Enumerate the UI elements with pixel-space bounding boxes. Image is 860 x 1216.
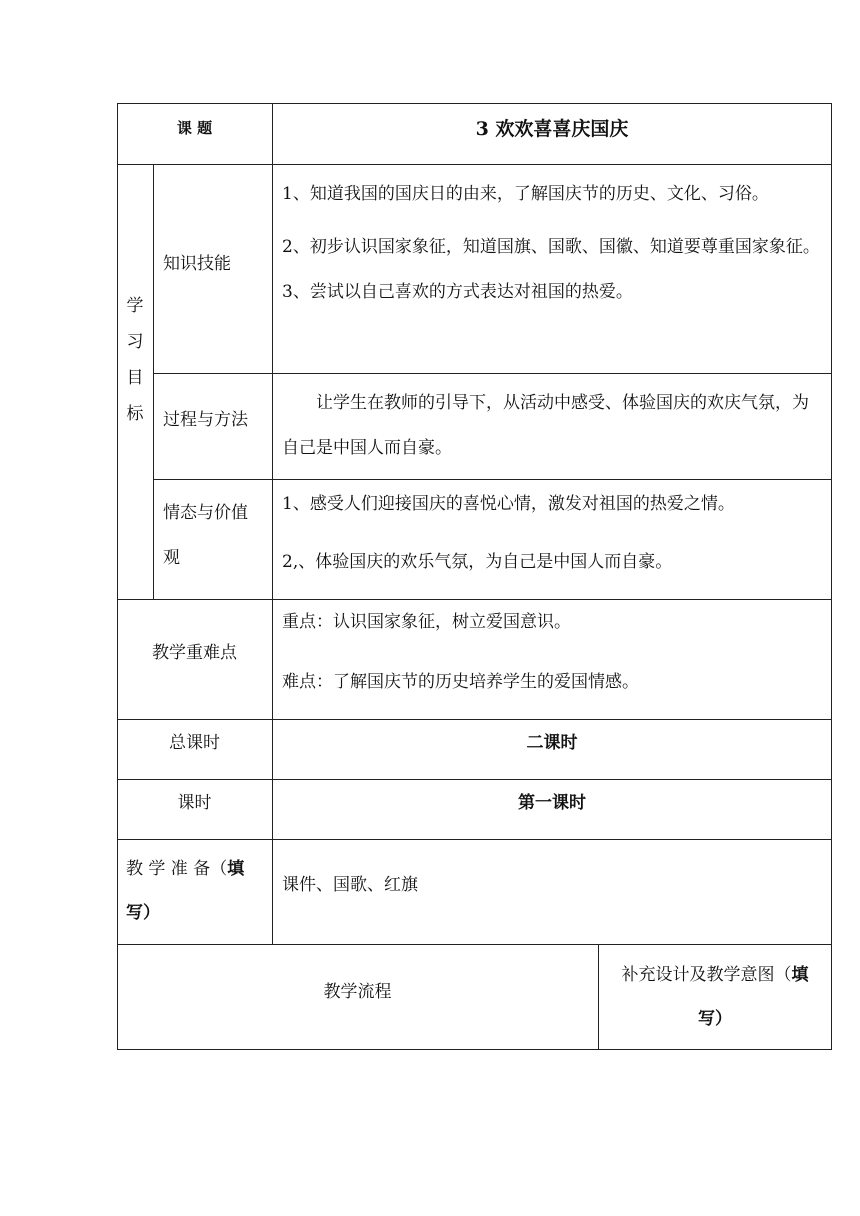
emotion-point-1: 1、感受人们迎接国庆的喜悦心情，激发对祖国的热爱之情。	[282, 494, 735, 514]
emotion-content	[282, 488, 825, 578]
process-content: 让学生在教师的引导下，从活动中感受、体验国庆的欢庆气氛，为自己是中国人而自豪。	[282, 393, 809, 458]
teaching-flow-label: 教学流程	[323, 982, 392, 1002]
process-label: 过程与方法	[163, 410, 248, 430]
preparation-label-fill: 写）	[126, 903, 160, 923]
row-divider	[117, 779, 832, 780]
preparation-value: 课件、国歌、红旗	[282, 875, 418, 895]
objectives-label-char: 习	[126, 332, 144, 352]
knowledge-content	[282, 172, 825, 315]
table-border-right	[831, 103, 832, 1050]
supplement-label-text: 补充设计及教学意图（	[621, 965, 792, 985]
row-divider	[117, 599, 832, 600]
objectives-label-char: 目	[126, 368, 144, 388]
key-point: 重点：认识国家象征，树立爱国意识。	[282, 612, 571, 632]
emotion-label-line: 观	[163, 548, 180, 568]
total-hours-label: 总课时	[169, 733, 220, 753]
supplement-label-fill: 写）	[698, 1009, 732, 1029]
subject-title: 3 欢欢喜喜庆国庆	[475, 118, 629, 140]
row-divider	[153, 479, 832, 480]
preparation-label-text: 教 学 准 备（	[126, 859, 228, 879]
subject-label: 课 题	[176, 119, 213, 137]
row-divider	[153, 373, 832, 374]
lesson-value: 第一课时	[518, 793, 586, 813]
table-border-left	[117, 103, 118, 1050]
row-divider	[117, 719, 832, 720]
table-border-bottom	[117, 1049, 832, 1050]
total-hours-value: 二课时	[526, 733, 578, 753]
table-border-top	[117, 103, 832, 104]
emotion-label-line: 情态与价值	[163, 503, 248, 523]
column-divider	[153, 164, 154, 599]
row-divider	[117, 164, 832, 165]
supplement-label-fill: 填	[791, 965, 809, 985]
knowledge-label: 知识技能	[163, 254, 231, 274]
preparation-label-fill: 填	[227, 859, 245, 879]
knowledge-point-2: 2、初步认识国家象征，知道国旗、国歌、国徽、知道要尊重国家象征。3、尝试以自己喜欢的方式表达对祖国的热爱。	[282, 237, 820, 302]
emotion-label	[163, 491, 268, 581]
supplement-design-label	[598, 953, 832, 1041]
key-points-label: 教学重难点	[152, 643, 237, 663]
lesson-label: 课时	[177, 793, 212, 813]
knowledge-point-1: 1、知道我国的国庆日的由来，了解国庆节的历史、文化、习俗。	[282, 184, 769, 204]
objectives-label	[117, 288, 153, 432]
preparation-label	[126, 847, 268, 935]
objectives-label-char: 学	[126, 296, 144, 316]
objectives-label-char: 标	[126, 404, 144, 424]
key-points-content	[282, 606, 825, 698]
emotion-point-2: 2,、体验国庆的欢乐气氛，为自己是中国人而自豪。	[282, 552, 673, 572]
row-divider	[117, 839, 832, 840]
row-divider	[117, 944, 832, 945]
difficult-point: 难点：了解国庆节的历史培养学生的爱国情感。	[282, 672, 639, 692]
